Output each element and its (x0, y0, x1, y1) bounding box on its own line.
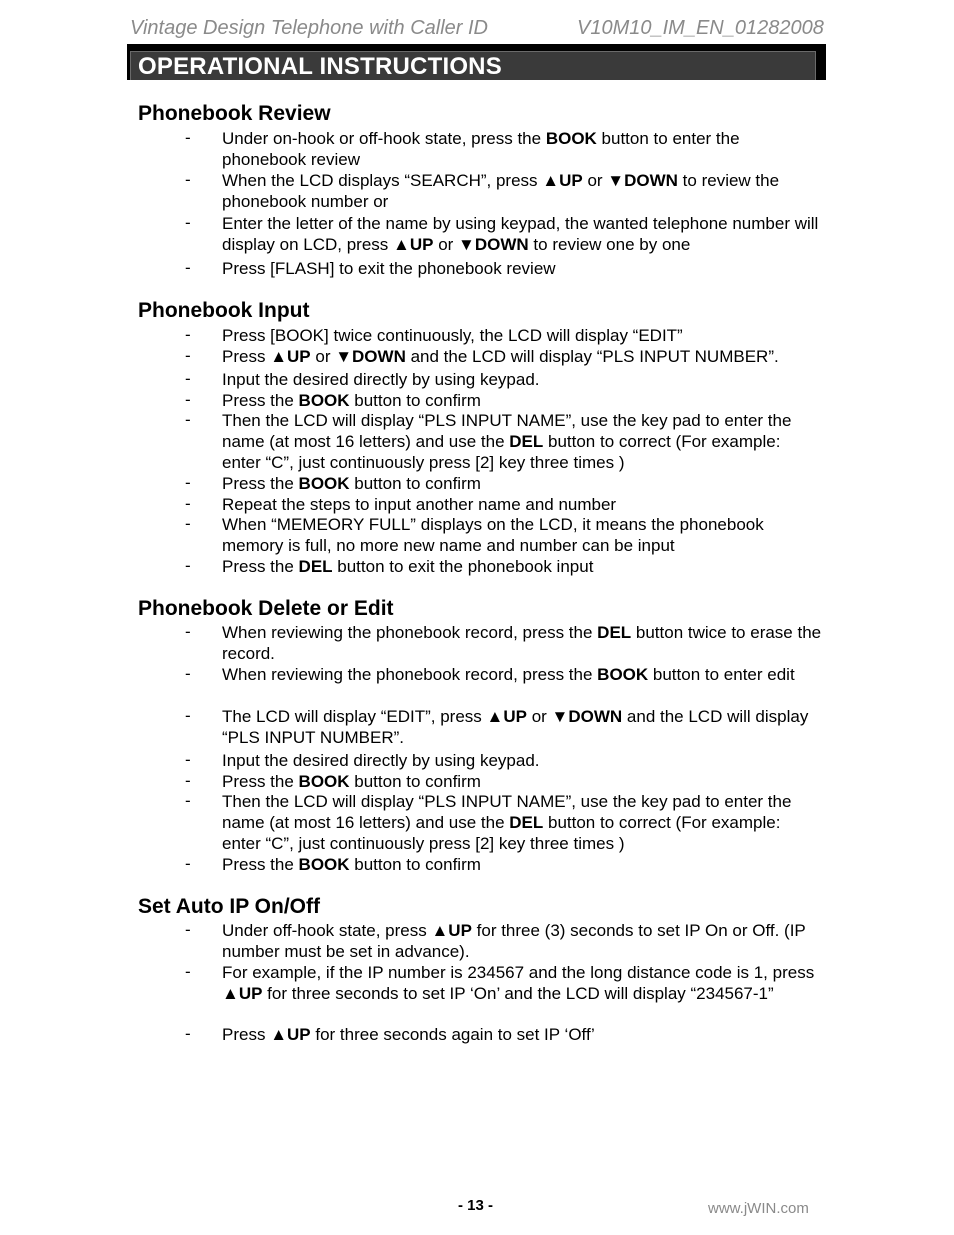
section-title: Set Auto IP On/Off (138, 895, 320, 918)
bold-term: ▼DOWN (607, 171, 678, 190)
section-title: Phonebook Input (138, 299, 310, 322)
list-item-text (222, 369, 822, 390)
list-item-text (222, 494, 822, 515)
text-run: for three (3) seconds to set IP On or Off. (IP number must be set in advance). (222, 921, 806, 961)
list-item-text (222, 170, 822, 212)
text-run: Then the LCD will display “PLS INPUT NAME”, use the key pad to enter the name (at most 16 letters) and use the (222, 792, 792, 832)
bold-term: DEL (509, 432, 544, 451)
text-run: The LCD will display “EDIT”, press (222, 707, 487, 726)
bullet-dash: - (185, 410, 191, 429)
header-left: Vintage Design Telephone with Caller ID (130, 17, 488, 39)
text-run: Press [BOOK] twice continuously, the LCD will display “EDIT” (222, 326, 683, 345)
text-run: Repeat the steps to input another name and number (222, 495, 617, 514)
list-item-text (222, 920, 822, 962)
bullet-dash: - (185, 494, 191, 513)
text-run: for three seconds again to set IP ‘Off’ (310, 1025, 595, 1044)
list-item-text (222, 962, 822, 1004)
list-item-text (222, 771, 822, 792)
text-run: Press the (222, 474, 299, 493)
bullet-dash: - (185, 622, 191, 641)
list-item-text (222, 213, 822, 255)
text-run: Input the desired directly by using keypad. (222, 370, 540, 389)
text-run: Press (222, 1025, 271, 1044)
text-run: button to correct (For example: enter “C”, just continuously press [2] key three times ) (222, 813, 781, 853)
footer-url: www.jWIN.com (708, 1200, 809, 1217)
bold-term: BOOK (545, 129, 597, 148)
text-run: to review the phonebook number or (222, 171, 780, 211)
list-item-text (222, 473, 822, 494)
text-run: button to confirm (349, 391, 481, 410)
bullet-dash: - (185, 325, 191, 344)
section-title: Phonebook Delete or Edit (138, 597, 394, 620)
list-item-text (222, 325, 822, 346)
list-item-text (222, 622, 822, 664)
text-run: button to confirm (349, 855, 481, 874)
text-run: Under on-hook or off-hook state, press the (222, 129, 546, 148)
bold-term: ▼DOWN (458, 235, 529, 254)
bullet-dash: - (185, 369, 191, 388)
list-item-text (222, 410, 822, 473)
header-right: V10M10_IM_EN_01282008 (577, 17, 824, 39)
bold-term: ▼DOWN (551, 707, 623, 726)
text-run: Press the (222, 772, 299, 791)
list-item-text (222, 346, 822, 367)
bullet-dash: - (185, 258, 191, 277)
text-run: or (310, 347, 336, 366)
list-item-text (222, 556, 822, 577)
bullet-dash: - (185, 213, 191, 232)
text-run: or (582, 171, 608, 190)
text-run: When “MEMEORY FULL” displays on the LCD, it means the phonebook memory is full, no more new name and number can be input (222, 515, 764, 555)
bullet-dash: - (185, 1024, 191, 1043)
text-run: Press [FLASH] to exit the phonebook review (222, 259, 556, 278)
text-run: or (433, 235, 459, 254)
text-run: Press (222, 347, 271, 366)
text-run: Press the (222, 391, 299, 410)
bold-term: ▲UP (270, 347, 311, 366)
bold-term: ▲UP (542, 171, 583, 190)
text-run: button twice to erase the record. (222, 623, 822, 663)
bullet-dash: - (185, 390, 191, 409)
text-run: When reviewing the phonebook record, press the (222, 665, 598, 684)
page-number: - 13 - (458, 1197, 494, 1214)
text-run: button to correct (For example: enter “C”, just continuously press [2] key three times ) (222, 432, 781, 472)
list-item-text (222, 128, 822, 170)
text-run: button to confirm (349, 772, 481, 791)
bullet-dash: - (185, 771, 191, 790)
text-run: and the LCD will display “PLS INPUT NUMBER”. (222, 707, 809, 747)
bold-term: DEL (597, 623, 632, 642)
bullet-dash: - (185, 920, 191, 939)
text-run: Input the desired directly by using keypad. (222, 751, 540, 770)
bold-term: DEL (509, 813, 544, 832)
list-item-text (222, 706, 822, 748)
list-item-text (222, 514, 822, 556)
bullet-dash: - (185, 706, 191, 725)
bullet-dash: - (185, 346, 191, 365)
text-run: When reviewing the phonebook record, press the (222, 623, 598, 642)
bold-term: BOOK (298, 474, 350, 493)
list-item-text (222, 664, 822, 685)
bullet-dash: - (185, 854, 191, 873)
list-item-text (222, 390, 822, 411)
text-run: button to enter the phonebook review (222, 129, 740, 169)
bold-term: ▲UP (486, 707, 527, 726)
bold-term: ▲UP (222, 984, 263, 1003)
text-run: for three seconds to set IP ‘On’ and the LCD will display “234567-1” (262, 984, 774, 1003)
list-item-text (222, 1024, 822, 1045)
bullet-dash: - (185, 128, 191, 147)
bold-term: ▼DOWN (335, 347, 406, 366)
list-item-text (222, 791, 822, 854)
bullet-dash: - (185, 962, 191, 981)
text-run: to review one by one (528, 235, 691, 254)
text-run: Enter the letter of the name by using keypad, the wanted telephone number will display on LCD, press (222, 214, 819, 254)
list-item-text (222, 258, 822, 279)
text-run: button to enter edit (648, 665, 795, 684)
text-run: and the LCD will display “PLS INPUT NUMBER”. (405, 347, 779, 366)
bullet-dash: - (185, 473, 191, 492)
text-run: Then the LCD will display “PLS INPUT NAME”, use the key pad to enter the name (at most 16 letters) and use the (222, 411, 792, 451)
text-run: Under off-hook state, press (222, 921, 432, 940)
bold-term: BOOK (298, 855, 350, 874)
bullet-dash: - (185, 170, 191, 189)
bold-term: DEL (298, 557, 333, 576)
bold-term: ▲UP (270, 1025, 311, 1044)
text-run: Press the (222, 557, 299, 576)
bold-term: ▲UP (393, 235, 434, 254)
banner-title: OPERATIONAL INSTRUCTIONS (138, 53, 502, 80)
bold-term: BOOK (597, 665, 649, 684)
text-run: For example, if the IP number is 234567 and the long distance code is 1, press (222, 963, 815, 982)
bullet-dash: - (185, 556, 191, 575)
section-title: Phonebook Review (138, 102, 331, 125)
list-item-text (222, 854, 822, 875)
text-run: button to confirm (349, 474, 481, 493)
text-run: button to exit the phonebook input (332, 557, 594, 576)
list-item-text (222, 750, 822, 771)
bullet-dash: - (185, 664, 191, 683)
bold-term: BOOK (298, 391, 350, 410)
text-run: Press the (222, 855, 299, 874)
bold-term: ▲UP (431, 921, 472, 940)
bullet-dash: - (185, 514, 191, 533)
text-run: When the LCD displays “SEARCH”, press (222, 171, 543, 190)
bullet-dash: - (185, 750, 191, 769)
text-run: or (526, 707, 552, 726)
bullet-dash: - (185, 791, 191, 810)
bold-term: BOOK (298, 772, 350, 791)
